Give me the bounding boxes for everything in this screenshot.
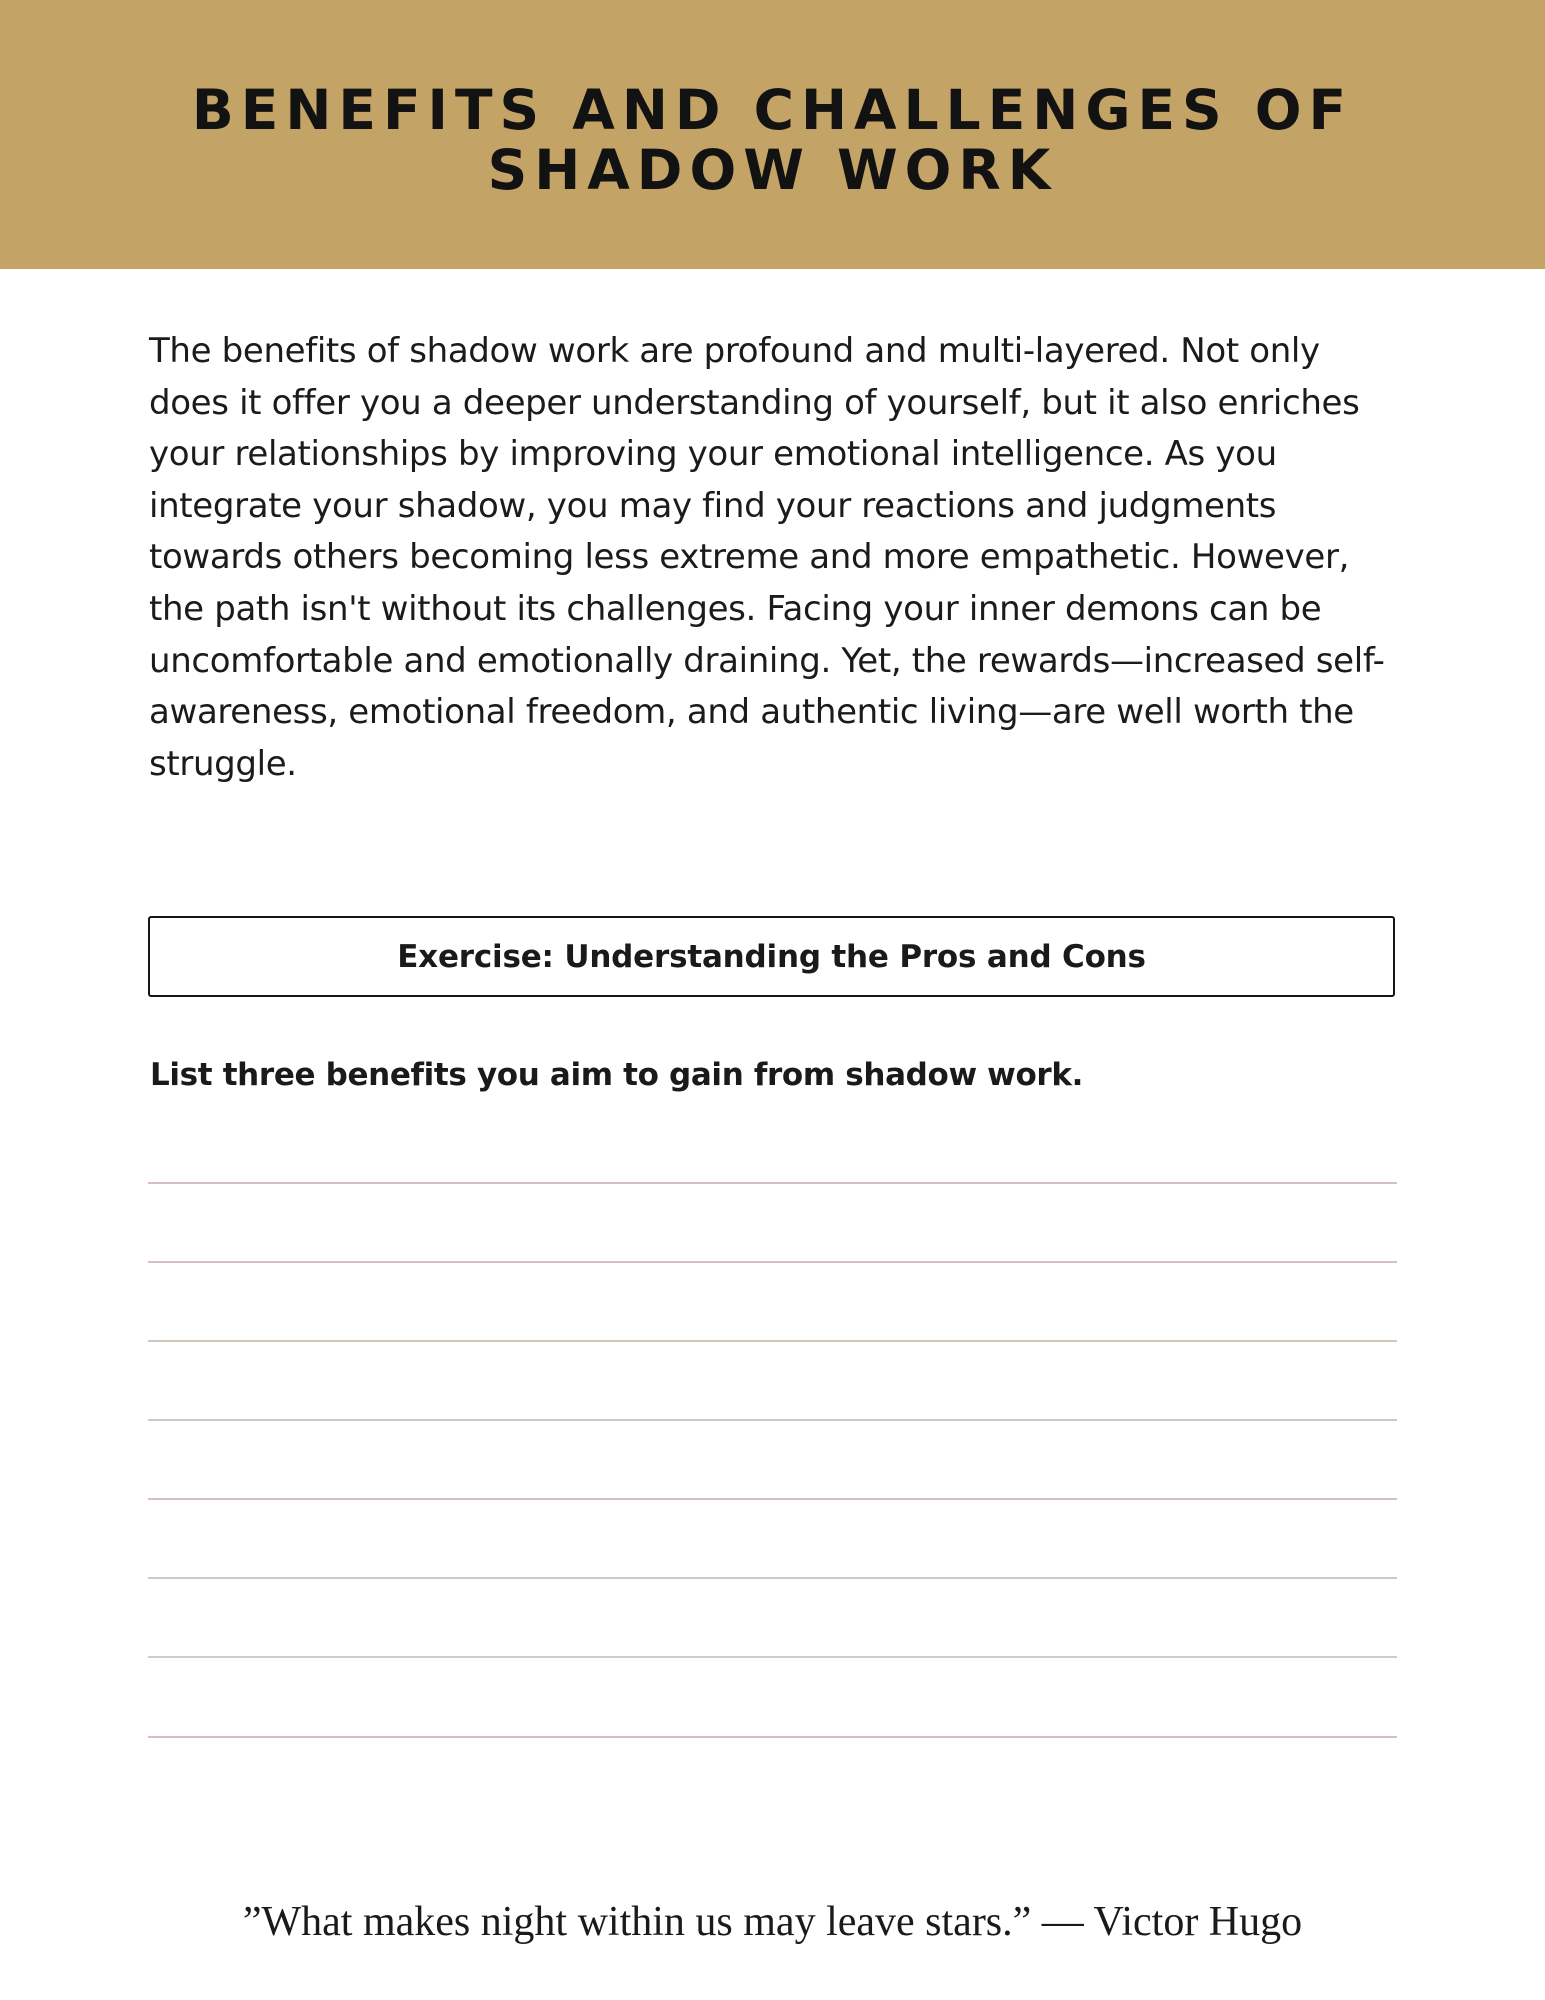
writing-line[interactable]	[148, 1577, 1397, 1579]
exercise-title-box: Exercise: Understanding the Pros and Cons	[148, 916, 1395, 997]
header-band	[0, 0, 1545, 269]
writing-line[interactable]	[148, 1419, 1397, 1421]
writing-line[interactable]	[148, 1261, 1397, 1263]
exercise-prompt: List three benefits you aim to gain from shadow work.	[150, 1057, 1084, 1093]
writing-line[interactable]	[148, 1182, 1397, 1184]
writing-line[interactable]	[148, 1656, 1397, 1658]
writing-line[interactable]	[148, 1498, 1397, 1500]
page-title: BENEFITS AND CHALLENGES OF SHADOW WORK	[191, 78, 1354, 202]
closing-quote: ”What makes night within us may leave stars.” — Victor Hugo	[242, 1899, 1303, 1945]
writing-line[interactable]	[148, 1736, 1397, 1738]
writing-line[interactable]	[148, 1340, 1397, 1342]
intro-paragraph: The benefits of shadow work are profound and multi-layered. Not only does it offer you a deeper understanding of yourself, but it also enriches your relationships by improving your emotional intelligence. As you integrate your shadow, you may find your reactions and judgments towards others becoming less extreme and more empathetic. However, the path isn't without its challenges. Facing your inner demons can be uncomfortable and emotionally draining. Yet, the rewards—increased self-awareness, emotional freedom, and authentic living—are well worth the struggle.	[149, 331, 1385, 784]
